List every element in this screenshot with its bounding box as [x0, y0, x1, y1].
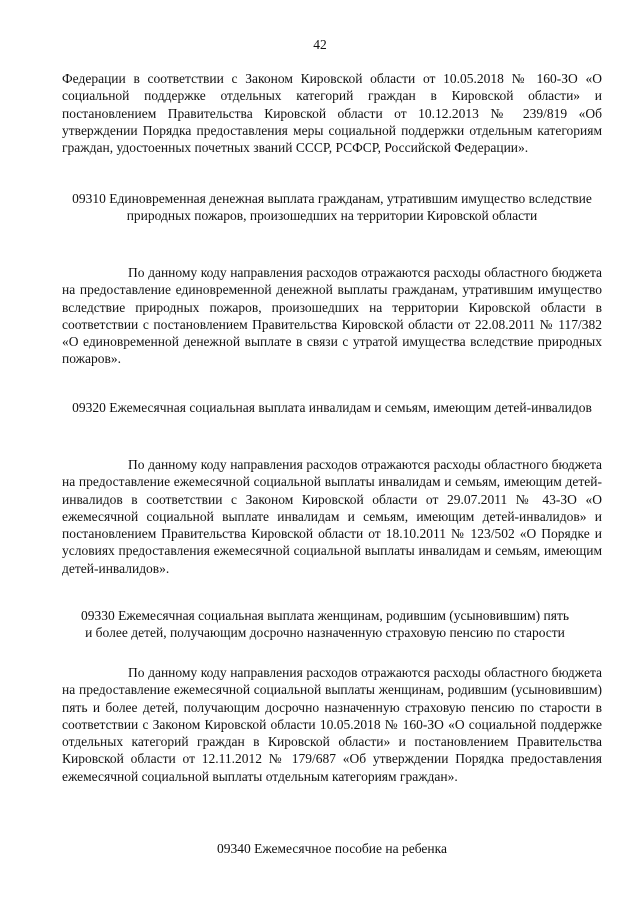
section-09320-heading-block	[62, 399, 602, 416]
section-09310-heading-block	[62, 190, 602, 225]
section-body: По данному коду направления расходов отражаются расходы областного бюджета на предоставление ежемесячной социальной выплаты женщинам, родившим (усыновившим) пять и более детей, получающим досрочно назначенную страховую пенсию по старости в соответствии с Законом Кировской области 10.05.2018 № 160-ЗО «О социальной поддержке отдельных категорий граждан в Кировской области» и постановлением Правительства Кировской области от 12.11.2012 № 179/687 «Об утверждении Порядка предоставления ежемесячной социальной выплаты отдельным категориям граждан».	[62, 665, 602, 784]
intro-paragraph: Федерации в соответствии с Законом Кировской области от 10.05.2018 № 160-ЗО «О социальной поддержке отдельных категорий граждан в Кировской области» и постановлением Правительства Кировской области от 10.12.2013 № 239/819 «Об утверждении Порядка предоставления меры социальной поддержки отдельным категориям граждан, удостоенных почетных званий СССР, РСФСР, Российской Федерации».	[62, 71, 602, 156]
section-heading: 09310 Единовременная денежная выплата гражданам, утратившим имущество вследствие природных пожаров, произошедших на территории Кировской области	[72, 191, 592, 224]
section-body: По данному коду направления расходов отражаются расходы областного бюджета на предоставление ежемесячной социальной выплаты инвалидам и семьям, имеющим детей-инвалидов в соответствии с Законом Кировской области от 29.07.2011 № 43-ЗО «О ежемесячной социальной выплате инвалидам и семьям, имеющим детей-инвалидов» и постановлением Правительства Кировской области от 18.10.2011 № 123/502 «О Порядке и условиях предоставления ежемесячной социальной выплаты инвалидам и семьям, имеющим детей-инвалидов».	[62, 457, 602, 576]
section-heading: 09320 Ежемесячная социальная выплата инвалидам и семьям, имеющим детей-инвалидов	[72, 400, 592, 415]
page-number: 42	[313, 37, 327, 52]
section-09340-heading-block	[62, 840, 602, 857]
section-heading: 09330 Ежемесячная социальная выплата женщинам, родившим (усыновившим) пять и более детей, получающим досрочно назначенную страховую пенсию по старости	[80, 608, 570, 641]
section-heading: 09340 Ежемесячное пособие на ребенка	[217, 841, 447, 856]
section-body: По данному коду направления расходов отражаются расходы областного бюджета на предоставление единовременной денежной выплаты гражданам, утратившим имущество вследствие природных пожаров, произошедших на территории Кировской области в соответствии с постановлением Правительства Кировской области от 22.08.2011 № 117/382 «О единовременной денежной выплате в связи с утратой имущества вследствие природных пожаров».	[62, 265, 602, 367]
section-09310-body-block	[62, 264, 602, 368]
section-09330-heading-block	[80, 607, 570, 642]
intro-paragraph-block	[62, 70, 602, 156]
section-09320-body-block	[62, 456, 602, 577]
section-09330-body-block	[62, 664, 602, 785]
